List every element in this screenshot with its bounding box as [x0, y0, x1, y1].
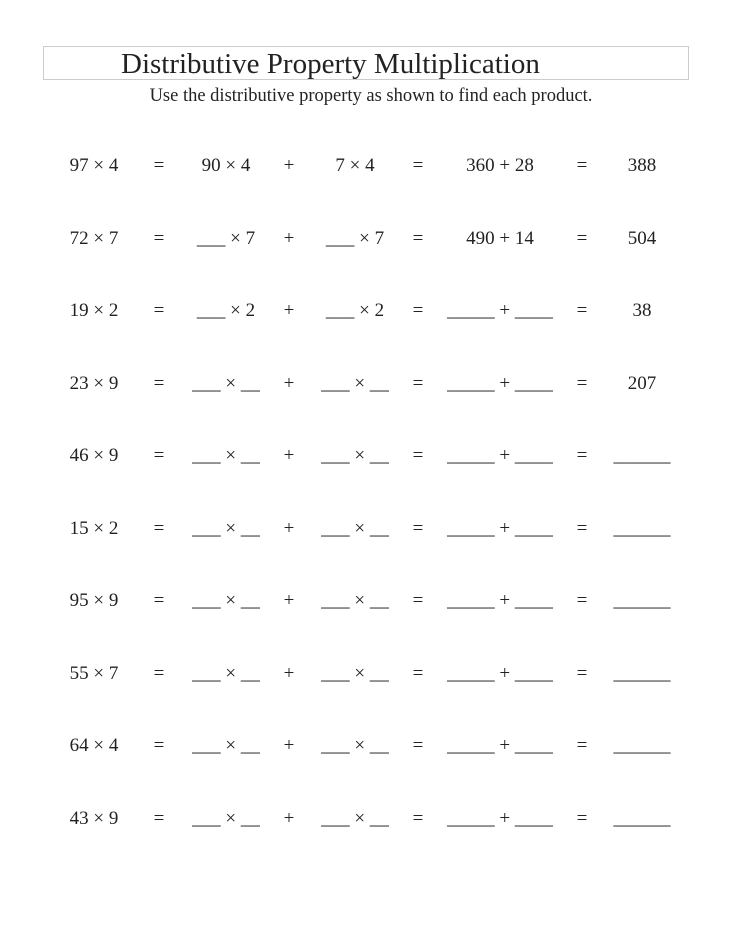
equals-sign: = — [576, 155, 588, 176]
equals-sign: = — [153, 445, 165, 466]
equals-sign: = — [412, 155, 424, 176]
first-partial-product: ___ × __ — [192, 517, 260, 539]
problem-expression: 64 × 4 — [69, 735, 119, 756]
second-partial-product: ___ × __ — [321, 372, 389, 394]
first-partial-product: ___ × __ — [192, 372, 260, 394]
final-answer: ______ — [613, 807, 671, 829]
sum-of-products: _____ + ____ — [447, 735, 553, 756]
final-answer: ______ — [613, 735, 671, 756]
final-answer: ______ — [613, 517, 671, 539]
first-partial-product: ___ × __ — [192, 445, 260, 466]
equals-sign: = — [576, 807, 588, 829]
equals-sign: = — [153, 155, 165, 176]
first-partial-product: ___ × __ — [192, 807, 260, 829]
first-partial-product: ___ × 2 — [196, 300, 256, 321]
problem-row — [0, 152, 736, 180]
equals-sign: = — [412, 445, 424, 466]
sum-of-products: _____ + ____ — [447, 445, 553, 466]
problem-expression: 15 × 2 — [69, 517, 119, 539]
second-partial-product: ___ × 2 — [325, 300, 385, 321]
problem-row — [0, 587, 736, 615]
final-answer: ______ — [613, 662, 671, 684]
sum-of-products: _____ + ____ — [447, 517, 553, 539]
plus-sign: + — [283, 807, 295, 829]
first-partial-product: ___ × __ — [192, 735, 260, 756]
equals-sign: = — [153, 517, 165, 539]
final-answer: ______ — [613, 590, 671, 611]
problem-row — [0, 370, 736, 398]
equals-sign: = — [576, 445, 588, 466]
first-partial-product: 90 × 4 — [201, 155, 251, 176]
equals-sign: = — [576, 517, 588, 539]
equals-sign: = — [576, 227, 588, 249]
instructions: Use the distributive property as shown to find each product. — [149, 86, 593, 106]
equals-sign: = — [153, 590, 165, 611]
equals-sign: = — [412, 590, 424, 611]
problem-expression: 55 × 7 — [69, 662, 119, 684]
plus-sign: + — [283, 517, 295, 539]
equals-sign: = — [576, 300, 588, 321]
problem-expression: 19 × 2 — [69, 300, 119, 321]
second-partial-product: ___ × 7 — [325, 227, 385, 249]
plus-sign: + — [283, 445, 295, 466]
problem-expression: 23 × 9 — [69, 372, 119, 394]
sum-of-products: 490 + 14 — [466, 227, 534, 249]
plus-sign: + — [283, 227, 295, 249]
equals-sign: = — [412, 300, 424, 321]
second-partial-product: ___ × __ — [321, 517, 389, 539]
problem-row — [0, 805, 736, 833]
final-answer: 207 — [627, 372, 657, 394]
plus-sign: + — [283, 590, 295, 611]
problem-row — [0, 732, 736, 760]
problem-expression: 43 × 9 — [69, 807, 119, 829]
problem-row — [0, 225, 736, 253]
equals-sign: = — [153, 372, 165, 394]
equals-sign: = — [412, 517, 424, 539]
problem-expression: 97 × 4 — [69, 155, 119, 176]
sum-of-products: 360 + 28 — [466, 155, 534, 176]
sum-of-products: _____ + ____ — [447, 300, 553, 321]
second-partial-product: ___ × __ — [321, 662, 389, 684]
equals-sign: = — [576, 662, 588, 684]
problem-row — [0, 660, 736, 688]
second-partial-product: ___ × __ — [321, 445, 389, 466]
equals-sign: = — [576, 735, 588, 756]
problem-row — [0, 515, 736, 543]
second-partial-product: 7 × 4 — [335, 155, 375, 176]
equals-sign: = — [576, 590, 588, 611]
problem-expression: 46 × 9 — [69, 445, 119, 466]
problem-row — [0, 442, 736, 470]
equals-sign: = — [576, 372, 588, 394]
problem-expression: 95 × 9 — [69, 590, 119, 611]
plus-sign: + — [283, 155, 295, 176]
final-answer: 38 — [632, 300, 652, 321]
sum-of-products: _____ + ____ — [447, 807, 553, 829]
plus-sign: + — [283, 735, 295, 756]
equals-sign: = — [412, 227, 424, 249]
equals-sign: = — [412, 372, 424, 394]
second-partial-product: ___ × __ — [321, 735, 389, 756]
equals-sign: = — [153, 227, 165, 249]
final-answer: ______ — [613, 445, 671, 466]
first-partial-product: ___ × 7 — [196, 227, 256, 249]
equals-sign: = — [412, 807, 424, 829]
second-partial-product: ___ × __ — [321, 807, 389, 829]
problem-row — [0, 297, 736, 325]
equals-sign: = — [412, 662, 424, 684]
equals-sign: = — [412, 735, 424, 756]
sum-of-products: _____ + ____ — [447, 662, 553, 684]
plus-sign: + — [283, 372, 295, 394]
first-partial-product: ___ × __ — [192, 662, 260, 684]
problem-expression: 72 × 7 — [69, 227, 119, 249]
final-answer: 388 — [627, 155, 657, 176]
first-partial-product: ___ × __ — [192, 590, 260, 611]
equals-sign: = — [153, 807, 165, 829]
page-title: Distributive Property Multiplication — [121, 48, 540, 80]
equals-sign: = — [153, 735, 165, 756]
sum-of-products: _____ + ____ — [447, 372, 553, 394]
sum-of-products: _____ + ____ — [447, 590, 553, 611]
final-answer: 504 — [627, 227, 657, 249]
plus-sign: + — [283, 662, 295, 684]
equals-sign: = — [153, 300, 165, 321]
equals-sign: = — [153, 662, 165, 684]
second-partial-product: ___ × __ — [321, 590, 389, 611]
plus-sign: + — [283, 300, 295, 321]
